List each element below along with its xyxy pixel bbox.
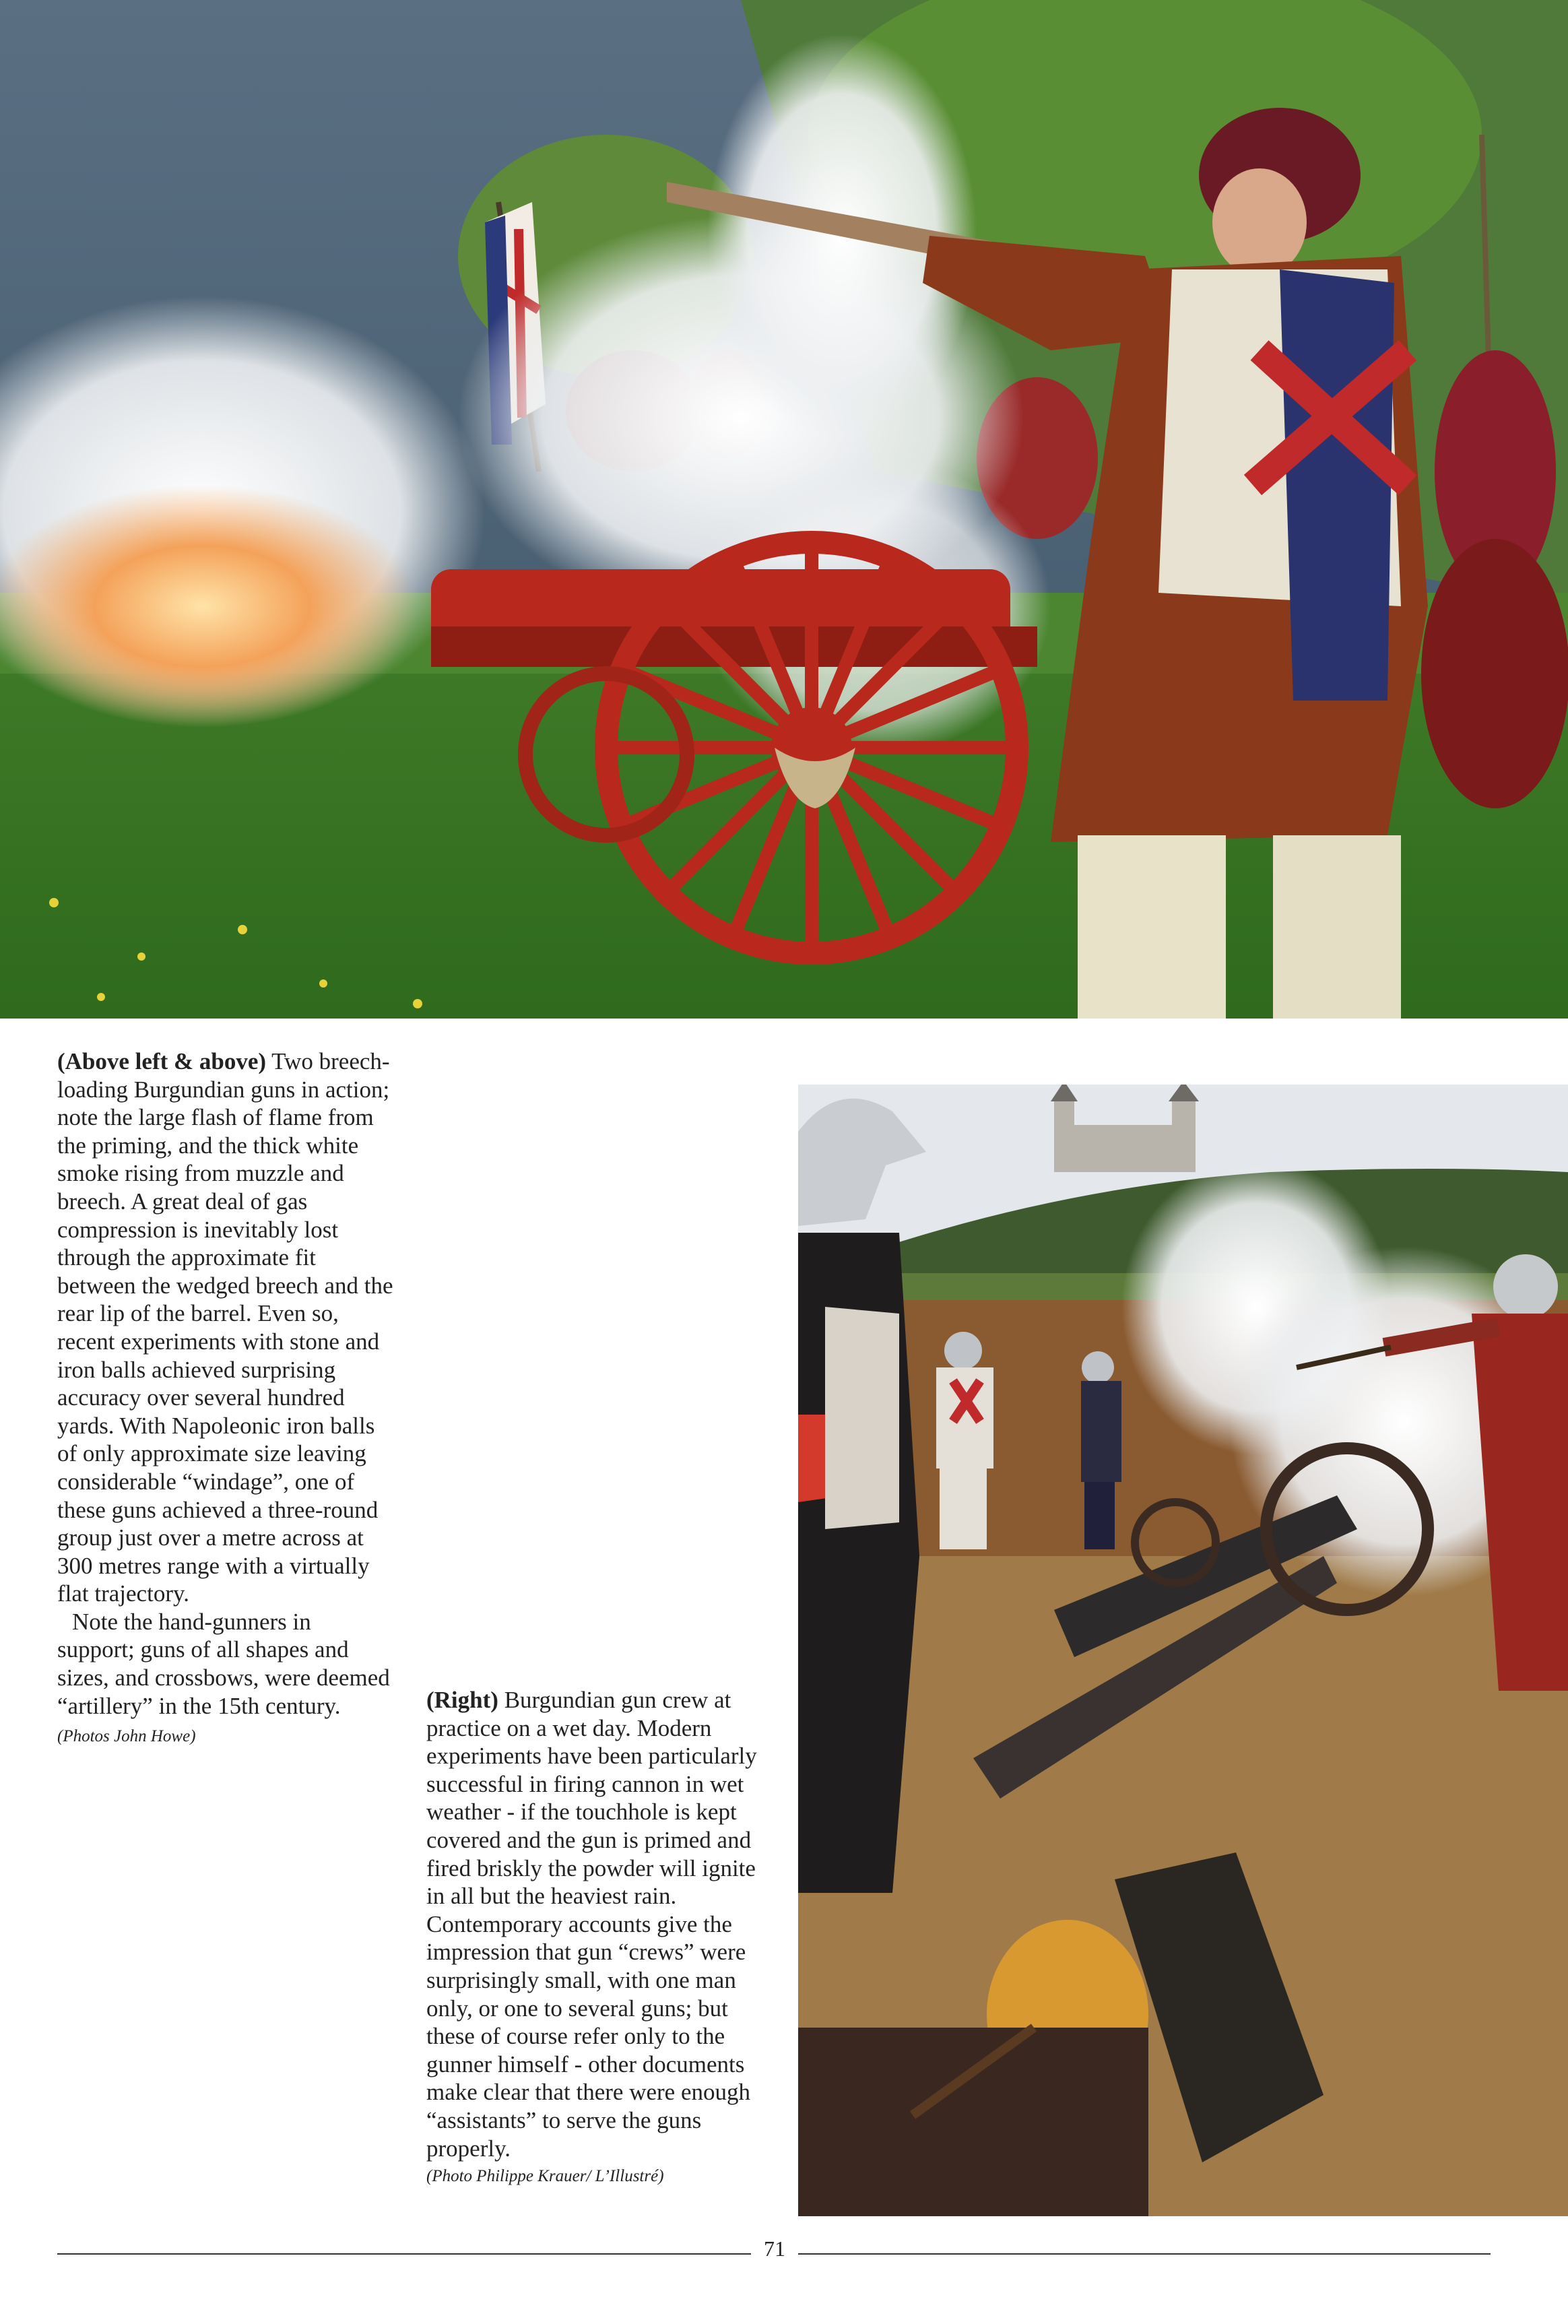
- cannon-wheel: [606, 542, 1017, 953]
- gunner-leg-right: [1273, 835, 1401, 1019]
- gunner-face: [1212, 168, 1307, 276]
- kneeling-soldier: [1421, 539, 1568, 808]
- right-photo-gun-crew-practice: [798, 1085, 1568, 2216]
- caption-right-paragraph: [426, 1686, 770, 2162]
- caption-right-body: Burgundian gun crew at practice on a wet day. Modern experiments have been particularly successful in firing cannon in wet weather - if the touchhole is kept covered and the gun is primed and fired briskly the powder will ignite in all but the heaviest rain. Contemporary accounts give the impression that gun “crews” were surprisingly small, with one man only, or one to several guns; but these of course refer only to the gunner himself - other documents make clear that there were enough “assistants” to serve the guns properly.: [426, 1687, 757, 2162]
- caption-left-lead: (Above left & above): [57, 1048, 267, 1074]
- caption-left-second-text: Note the hand-gunners in support; guns of all shapes and sizes, and crossbows, were deemed “artillery” in the 15th century.: [57, 1608, 390, 1719]
- top-photo-illustration: [0, 0, 1568, 1019]
- muzzle-flash: [0, 485, 418, 728]
- caption-above-left-and-above: [57, 1047, 394, 1751]
- top-photo-burgundian-guns-firing: [0, 0, 1568, 1019]
- foreground-gear: [798, 2028, 1148, 2216]
- caption-right: [426, 1686, 770, 2191]
- gunner-leg-left: [1078, 835, 1226, 1019]
- footer-rule-left: [57, 2253, 751, 2255]
- white-tabard: [825, 1307, 899, 1529]
- caption-left-credit: (Photos John Howe): [57, 1727, 196, 1746]
- gunner-helmet: [1493, 1254, 1558, 1319]
- caption-left-second-paragraph: [57, 1608, 394, 1751]
- caption-right-lead: (Right): [426, 1687, 498, 1713]
- caption-right-credit: (Photo Philippe Krauer/ L’Illustré): [426, 2167, 664, 2186]
- page-number: 71: [764, 2236, 785, 2261]
- gunner-tabard-blue: [1280, 269, 1394, 701]
- caption-left-body: Two breech-loading Burgundian guns in action; note the large flash of flame from the priming, and the thick white smoke rising from muzzle and breech. A great deal of gas compression is inevitably lost through the approximate fit between the wedged breech and the rear lip of the barrel. Even so, recent experiments with stone and iron balls achieved surprising accuracy over several hundred yards. With Napoleonic iron balls of only approximate size leaving considerable “windage”, one of these guns achieved a three-round group just over a metre across at 300 metres range with a virtually flat trajectory.: [57, 1048, 393, 1607]
- caption-left-paragraph: [57, 1047, 394, 1608]
- footer-rule-right: [798, 2253, 1491, 2255]
- right-photo-illustration: [798, 1085, 1568, 2216]
